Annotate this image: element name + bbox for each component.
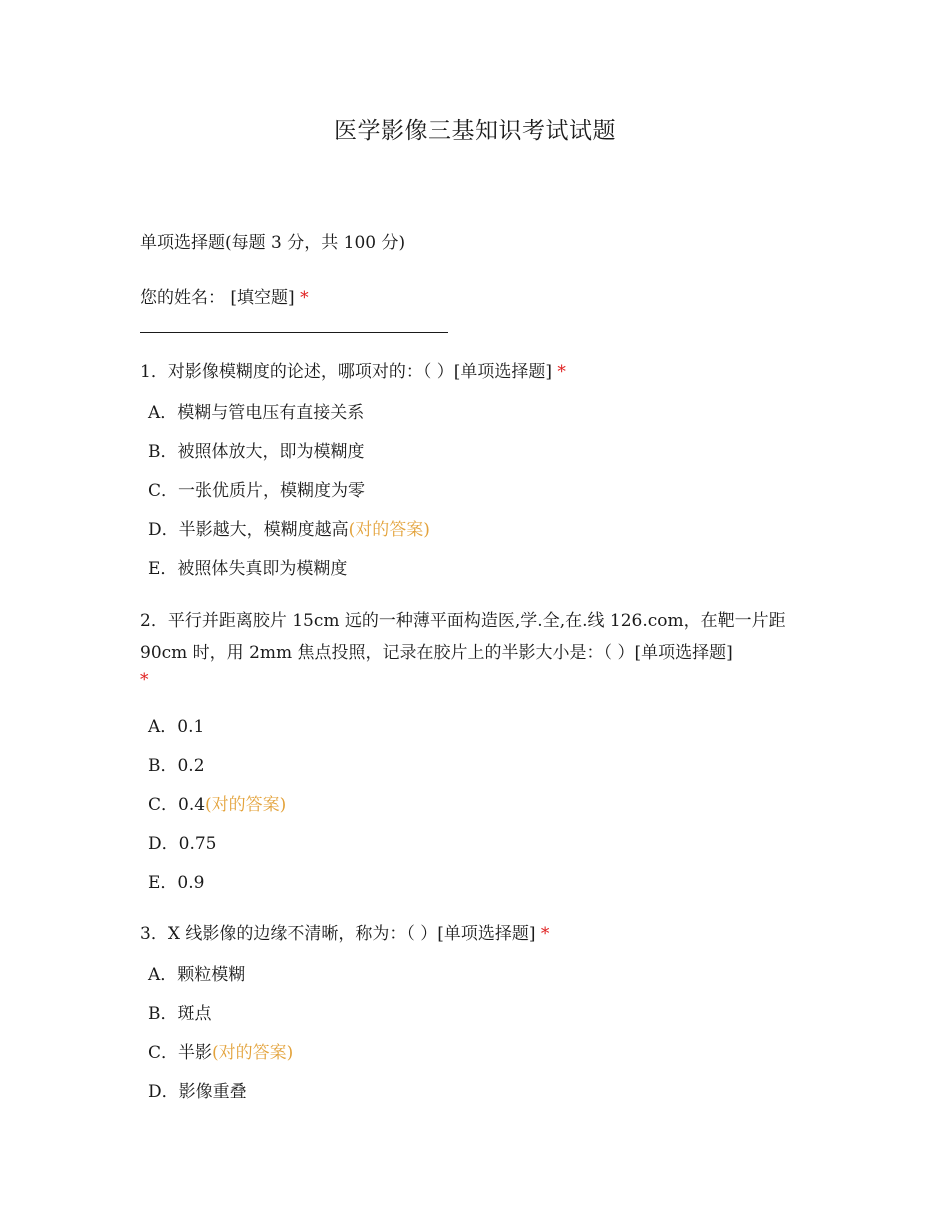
option-text: C．0.4 [148, 795, 206, 815]
question-3-option-b[interactable] [148, 999, 212, 1024]
question-2-option-a[interactable] [148, 712, 204, 737]
question-2-option-d[interactable] [148, 829, 216, 854]
question-stem-text: 1．对影像模糊度的论述，哪项对的：（ ）[单项选择题] [140, 362, 552, 382]
question-1-option-e[interactable] [148, 554, 347, 579]
option-text: A．0.1 [148, 717, 205, 737]
question-2-option-c[interactable] [148, 790, 286, 815]
question-stem-text: 3．X 线影像的边缘不清晰，称为：（ ）[单项选择题] [140, 924, 536, 944]
option-text: A．模糊与管电压有直接关系 [148, 403, 365, 423]
option-text: D．0.75 [148, 834, 217, 854]
question-3-option-c[interactable] [148, 1038, 293, 1063]
option-text: C．半影 [148, 1043, 213, 1063]
name-answer-line[interactable] [140, 332, 448, 333]
question-3-stem [140, 919, 549, 944]
question-1-option-c[interactable] [148, 476, 365, 501]
option-text: B．斑点 [148, 1004, 212, 1024]
question-1-stem [140, 357, 566, 382]
question-2-stem-line-2: 90cm 时，用 2mm 焦点投照，记录在胶片上的半影大小是：（ ）[单项选择题] [140, 643, 733, 663]
required-mark: * [557, 362, 566, 382]
option-text: D．影像重叠 [148, 1082, 247, 1102]
question-3-option-d[interactable] [148, 1077, 247, 1102]
page-title: 医学影像三基知识考试试题 [334, 118, 616, 144]
option-text: E．0.9 [148, 873, 205, 893]
question-2-stem-line-1: 2．平行并距离胶片 15cm 远的一种薄平面构造医,学.全,在.线 126.com，在靶一片距 [140, 611, 786, 631]
required-mark: * [300, 288, 309, 308]
required-mark: * [140, 670, 149, 690]
name-field-label [140, 283, 309, 308]
required-mark: * [540, 924, 550, 944]
option-text: E．被照体失真即为模糊度 [148, 559, 348, 579]
question-2-option-b[interactable] [148, 751, 205, 776]
name-field-text: 您的姓名： [填空题] [140, 288, 295, 308]
section-heading: 单项选择题(每题 3 分，共 100 分) [140, 233, 406, 253]
question-1-option-d[interactable] [148, 515, 430, 540]
option-text: D．半影越大，模糊度越高 [148, 520, 349, 540]
question-1-option-b[interactable] [148, 437, 365, 462]
correct-answer-note: (对的答案) [212, 1043, 294, 1063]
correct-answer-note: (对的答案) [205, 795, 287, 815]
option-text: A．颗粒模糊 [148, 965, 246, 985]
correct-answer-note: (对的答案) [348, 520, 430, 540]
question-2-option-e[interactable] [148, 868, 204, 893]
option-text: C．一张优质片，模糊度为零 [148, 481, 366, 501]
option-text: B．0.2 [148, 756, 205, 776]
question-3-option-a[interactable] [148, 960, 245, 985]
question-1-option-a[interactable] [148, 398, 364, 423]
option-text: B．被照体放大，即为模糊度 [148, 442, 365, 462]
